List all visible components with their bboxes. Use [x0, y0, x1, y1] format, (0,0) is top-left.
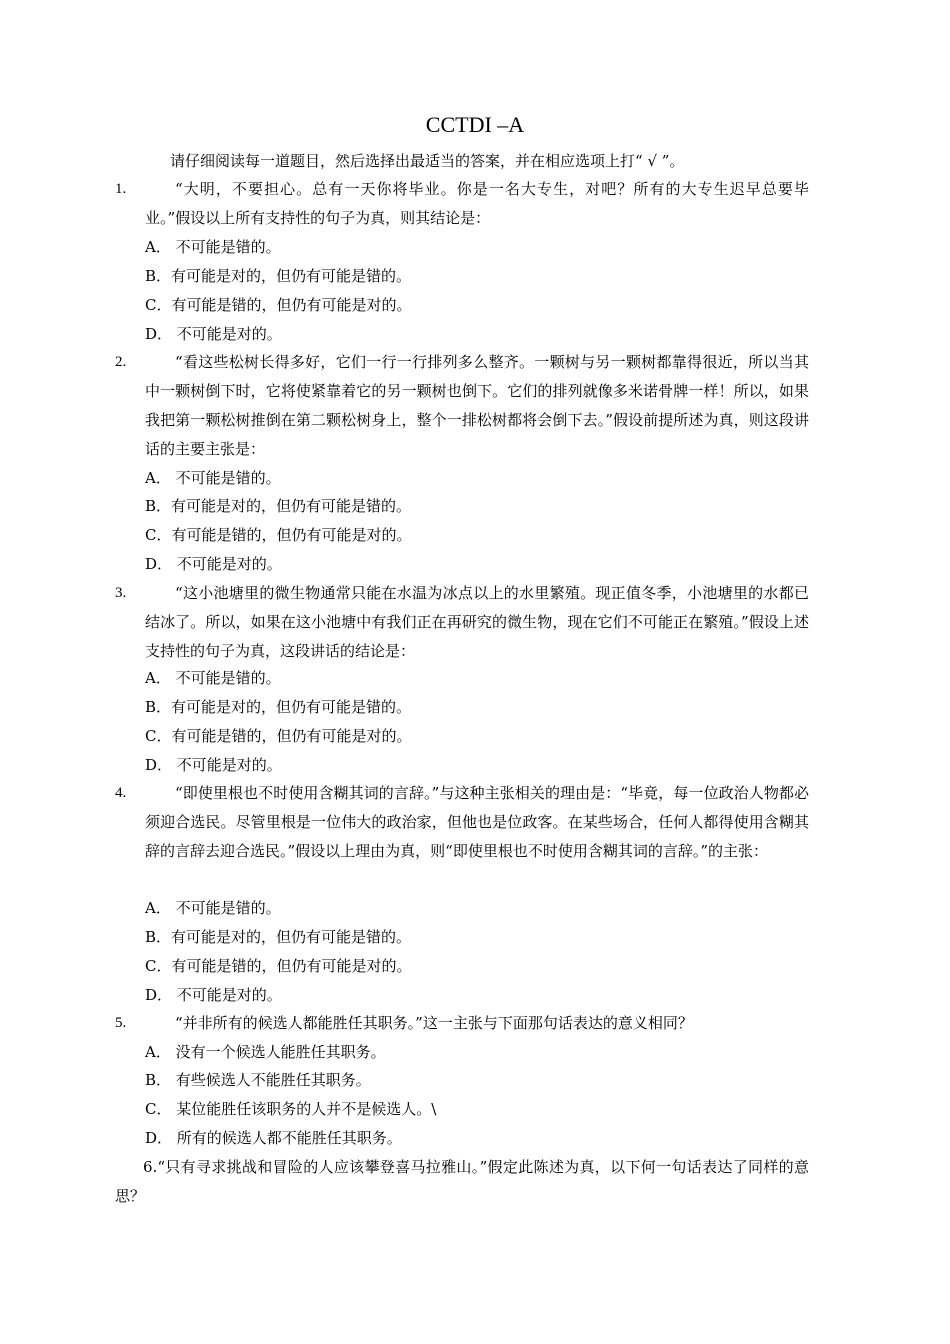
question-body: “只有寻求挑战和冒险的人应该攀登喜马拉雅山。”假定此陈述为真，以下何一句话表达了同样的意思？	[115, 1158, 809, 1205]
option-c[interactable]: C．有可能是错的，但仍有可能是对的。	[145, 296, 412, 314]
option-b[interactable]: B．有可能是对的，但仍有可能是错的。	[145, 698, 412, 716]
option-a[interactable]: A． 不可能是错的。	[145, 669, 281, 687]
option-d[interactable]: D． 不可能是对的。	[145, 325, 282, 343]
question-text: “大明，不要担心。总有一天你将毕业。你是一名大专生，对吧？所有的大专生迟早总要毕业。”假设以上所有支持性的句子为真，则其结论是：	[145, 180, 809, 227]
question-text: “并非所有的候选人都能胜任其职务。”这一主张与下面那句话表达的意义相同？	[175, 1014, 693, 1032]
option-b[interactable]: B．有可能是对的，但仍有可能是错的。	[145, 928, 412, 946]
question-text	[115, 1153, 809, 1211]
option-b[interactable]: B．有可能是对的，但仍有可能是错的。	[145, 497, 412, 515]
option-c[interactable]: C．有可能是错的，但仍有可能是对的。	[145, 957, 412, 975]
option-a[interactable]: A． 不可能是错的。	[145, 238, 281, 256]
question-number: 2.	[115, 354, 127, 370]
option-c[interactable]: C．有可能是错的，但仍有可能是对的。	[145, 727, 412, 745]
option-c[interactable]: C．有可能是错的，但仍有可能是对的。	[145, 526, 412, 544]
option-d[interactable]: D． 不可能是对的。	[145, 756, 282, 774]
option-d[interactable]: D． 不可能是对的。	[145, 555, 282, 573]
option-a[interactable]: A． 不可能是错的。	[145, 469, 281, 487]
question-number: 5.	[115, 1015, 127, 1031]
question-number: 1.	[115, 181, 127, 197]
instruction-text: 请仔细阅读每一道题目，然后选择出最适当的答案，并在相应选项上打“ √ ”。	[170, 152, 685, 170]
option-b[interactable]: B．有可能是对的，但仍有可能是错的。	[145, 267, 412, 285]
document-title: CCTDI –A	[425, 112, 525, 137]
question-text: “即使里根也不时使用含糊其词的言辞。”与这种主张相关的理由是：“毕竟，每一位政治人物都必须迎合选民。尽管里根是一位伟大的政治家，但他也是位政客。在某些场合，任何人都得使用含糊其辞的言辞去迎合选民。”假设以上理由为真，则“即使里根也不时使用含糊其词的言辞。”的主张：	[145, 784, 809, 860]
option-a[interactable]: A． 不可能是错的。	[145, 899, 281, 917]
question-text: “这小池塘里的微生物通常只能在水温为冰点以上的水里繁殖。现正值冬季，小池塘里的水都已结冰了。所以，如果在这小池塘中有我们正在再研究的微生物，现在它们不可能正在繁殖。”假设上述支持性的句子为真，这段讲话的结论是：	[145, 584, 809, 660]
option-d[interactable]: D． 不可能是对的。	[145, 986, 282, 1004]
question-text: “看这些松树长得多好，它们一行一行排列多么整齐。一颗树与另一颗树都靠得很近，所以当其中一颗树倒下时，它将使紧靠着它的另一颗树也倒下。它们的排列就像多米诺骨牌一样！所以，如果我把第一颗松树推倒在第二颗松树身上，整个一排松树都将会倒下去。”假设前提所述为真，则这段讲话的主要主张是：	[145, 353, 809, 458]
option-c[interactable]: C． 某位能胜任该职务的人并不是候选人。\	[145, 1100, 437, 1118]
question-number: 6.	[143, 1158, 158, 1176]
question-number: 4.	[115, 785, 127, 801]
option-d[interactable]: D． 所有的候选人都不能胜任其职务。	[145, 1129, 402, 1147]
option-a[interactable]: A． 没有一个候选人能胜任其职务。	[145, 1043, 386, 1061]
question-number: 3.	[115, 585, 127, 601]
option-b[interactable]: B． 有些候选人不能胜任其职务。	[145, 1071, 371, 1089]
